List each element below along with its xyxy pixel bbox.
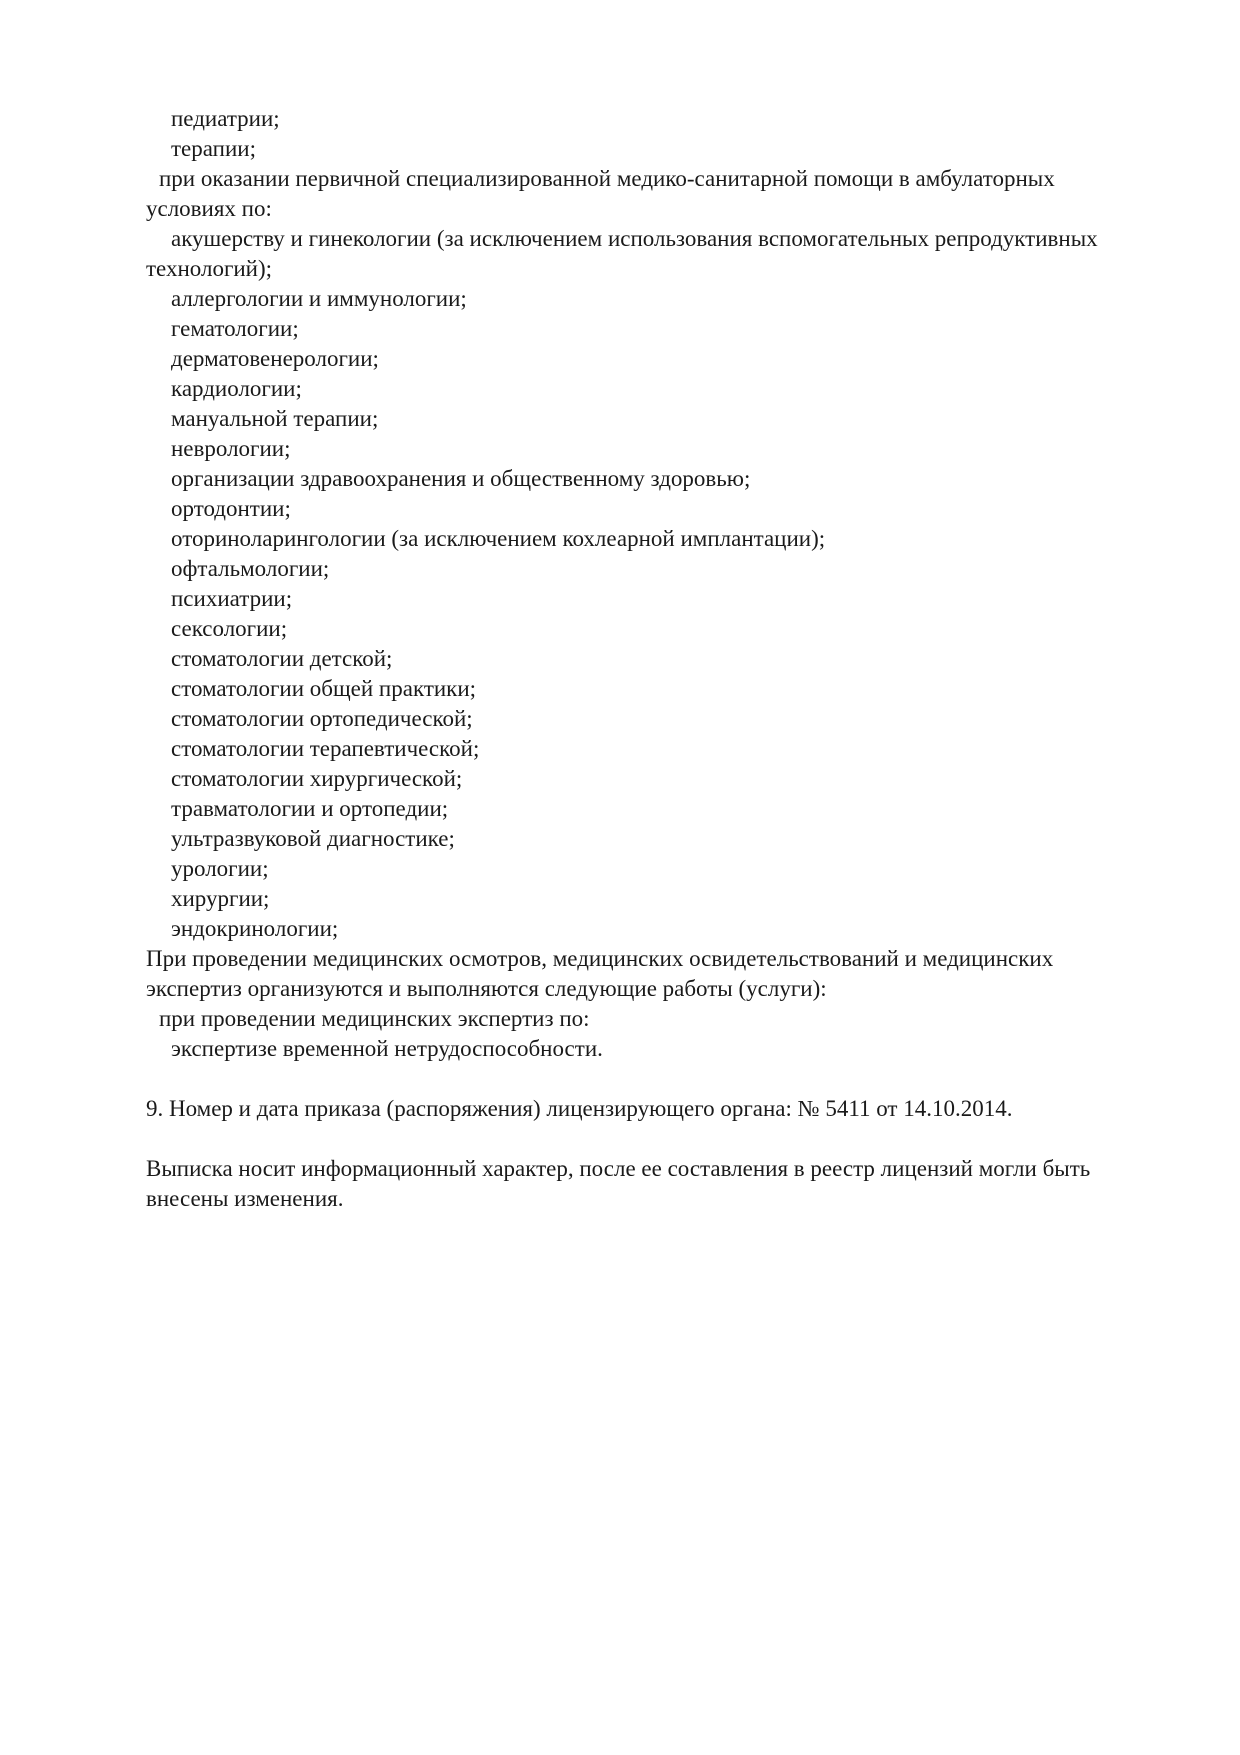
list-item: гематологии; (171, 316, 299, 341)
list-item: стоматологии терапевтической; (171, 736, 480, 761)
disclaimer: Выписка носит информационный характер, после ее составления в реестр лицензий могли быть (146, 1156, 1091, 1181)
document-body (146, 104, 1176, 1214)
list-item: стоматологии общей практики; (171, 676, 477, 701)
exams-intro: При проведении медицинских осмотров, медицинских освидетельствований и медицинских (146, 946, 1054, 971)
exams-intro-continuation: экспертиз организуются и выполняются следующие работы (услуги): (146, 976, 827, 1001)
section-heading: при оказании первичной специализированной медико-санитарной помощи в амбулаторных (159, 166, 1055, 191)
disclaimer-continuation: внесены изменения. (146, 1186, 344, 1211)
list-item: ультразвуковой диагностике; (171, 826, 455, 851)
list-item: терапии; (171, 136, 256, 161)
list-item: кардиологии; (171, 376, 302, 401)
list-item-continuation: технологий); (146, 256, 273, 281)
list-item: сексологии; (171, 616, 288, 641)
list-item: урологии; (171, 856, 269, 881)
list-item: аллергологии и иммунологии; (171, 286, 467, 311)
section-heading-continuation: условиях по: (146, 196, 272, 221)
spacer (146, 1064, 1176, 1094)
list-item: офтальмологии; (171, 556, 330, 581)
order-number-line: 9. Номер и дата приказа (распоряжения) лицензирующего органа: № 5411 от 14.10.2014. (146, 1096, 1013, 1121)
list-item: хирургии; (171, 886, 270, 911)
list-item: мануальной терапии; (171, 406, 379, 431)
list-item: стоматологии хирургической; (171, 766, 463, 791)
list-item: экспертизе временной нетрудоспособности. (171, 1036, 603, 1061)
list-item: дерматовенерологии; (171, 346, 379, 371)
list-item: психиатрии; (171, 586, 293, 611)
list-item: стоматологии детской; (171, 646, 393, 671)
list-item: ортодонтии; (171, 496, 291, 521)
list-item: акушерству и гинекологии (за исключением использования вспомогательных репродуктивных (171, 226, 1098, 251)
list-item: педиатрии; (171, 106, 280, 131)
list-item: оториноларингологии (за исключением кохлеарной имплантации); (171, 526, 826, 551)
list-item: эндокринологии; (171, 916, 339, 941)
spacer (146, 1124, 1176, 1154)
exams-subheading: при проведении медицинских экспертиз по: (159, 1006, 590, 1031)
list-item: неврологии; (171, 436, 291, 461)
list-item: травматологии и ортопедии; (171, 796, 449, 821)
list-item: организации здравоохранения и общественному здоровью; (171, 466, 751, 491)
list-item: стоматологии ортопедической; (171, 706, 473, 731)
